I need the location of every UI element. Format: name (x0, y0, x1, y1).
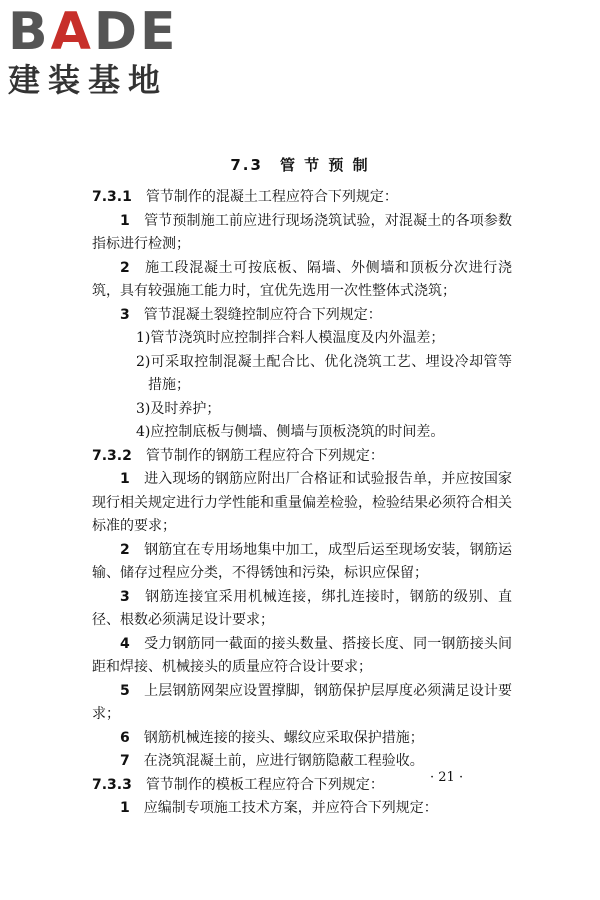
clause-item (92, 210, 512, 257)
clause-text: 施工段混凝土可按底板、隔墙、外侧墙和顶板分次进行浇筑，具有较强施工能力时，宜优先选用一次性整体式浇筑； (92, 259, 513, 299)
clause-number: 3 (120, 306, 130, 323)
clause-number: 1 (120, 800, 130, 816)
clause-text: 管节混凝土裂缝控制应符合下列规定： (143, 306, 382, 323)
clause-text: 管节制作的钢筋工程应符合下列规定： (145, 447, 384, 464)
clause-number: 1 (120, 471, 130, 487)
clause-item (92, 586, 512, 633)
brand-letters-2: DE (93, 2, 179, 62)
brand-letters-1: B (8, 2, 51, 62)
clause-text: 2)可采取控制混凝土配合比、优化浇筑工艺、埋设冷却管等措施； (136, 353, 512, 393)
clause-number: 7.3.1 (92, 189, 132, 205)
brand-subtitle: 建装基地 (8, 61, 169, 99)
clause-item (92, 680, 512, 727)
clause-item (92, 304, 512, 328)
clause-item (92, 633, 512, 680)
clause-text: 管节制作的模板工程应符合下列规定： (145, 776, 384, 793)
sub-item (92, 421, 512, 445)
clause-text: 管节预制施工前应进行现场浇筑试验，对混凝土的各项参数指标进行检测； (92, 212, 513, 252)
clause-item (92, 797, 512, 821)
clause-number: 7.3.3 (92, 776, 132, 793)
clause-number: 4 (120, 635, 130, 652)
sub-item (92, 327, 512, 351)
clause-item (92, 539, 512, 586)
clause-number: 3 (120, 588, 130, 605)
clause-number: 5 (120, 682, 130, 699)
clause-text: 钢筋机械连接的接头、螺纹应采取保护措施； (143, 729, 424, 746)
brand-wordmark (8, 4, 179, 60)
clause-text: 钢筋宜在专用场地集中加工，成型后运至现场安装，钢筋运输、储存过程应分类，不得锈蚀和污染，标识应保留； (92, 541, 513, 581)
clause-number: 2 (120, 541, 130, 558)
page-number: · 21 · (430, 770, 464, 785)
clause-number: 1 (120, 212, 130, 229)
clause-number: 7.3.2 (92, 447, 132, 464)
document-body (92, 186, 512, 821)
clause-text: 在浇筑混凝土前，应进行钢筋隐蔽工程验收。 (143, 753, 424, 769)
clause-heading (92, 186, 512, 210)
clause-item (92, 257, 512, 304)
clause-heading (92, 445, 512, 469)
section-title: 7.3 管 节 预 制 (230, 156, 370, 174)
sub-item (92, 398, 512, 422)
clause-text: 1)管节浇筑时应控制拌合料人模温度及内外温差； (136, 330, 445, 346)
clause-item (92, 468, 512, 539)
clause-number: 6 (120, 729, 130, 746)
clause-text: 上层钢筋网架应设置撑脚，钢筋保护层厚度必须满足设计要求； (92, 682, 513, 722)
clause-text: 4)应控制底板与侧墙、侧墙与顶板浇筑的时间差。 (136, 424, 445, 440)
clause-text: 应编制专项施工技术方案，并应符合下列规定： (143, 800, 438, 816)
sub-item (92, 351, 512, 398)
clause-number: 7 (120, 753, 130, 769)
brand-logo (8, 4, 179, 98)
clause-text: 受力钢筋同一截面的接头数量、搭接长度、同一钢筋接头间距和焊接、机械接头的质量应符合设计要求； (92, 635, 513, 675)
clause-text: 3)及时养护； (136, 400, 221, 417)
clause-text: 管节制作的混凝土工程应符合下列规定： (145, 189, 398, 205)
clause-item (92, 727, 512, 751)
clause-text: 进入现场的钢筋应附出厂合格证和试验报告单，并应按国家现行相关规定进行力学性能和重量偏差检验，检验结果必须符合相关标准的要求； (92, 471, 513, 534)
brand-letter-accent: A (50, 2, 94, 62)
clause-number: 2 (120, 259, 130, 276)
clause-text: 钢筋连接宜采用机械连接，绑扎连接时，钢筋的级别、直径、根数必须满足设计要求； (92, 588, 513, 628)
